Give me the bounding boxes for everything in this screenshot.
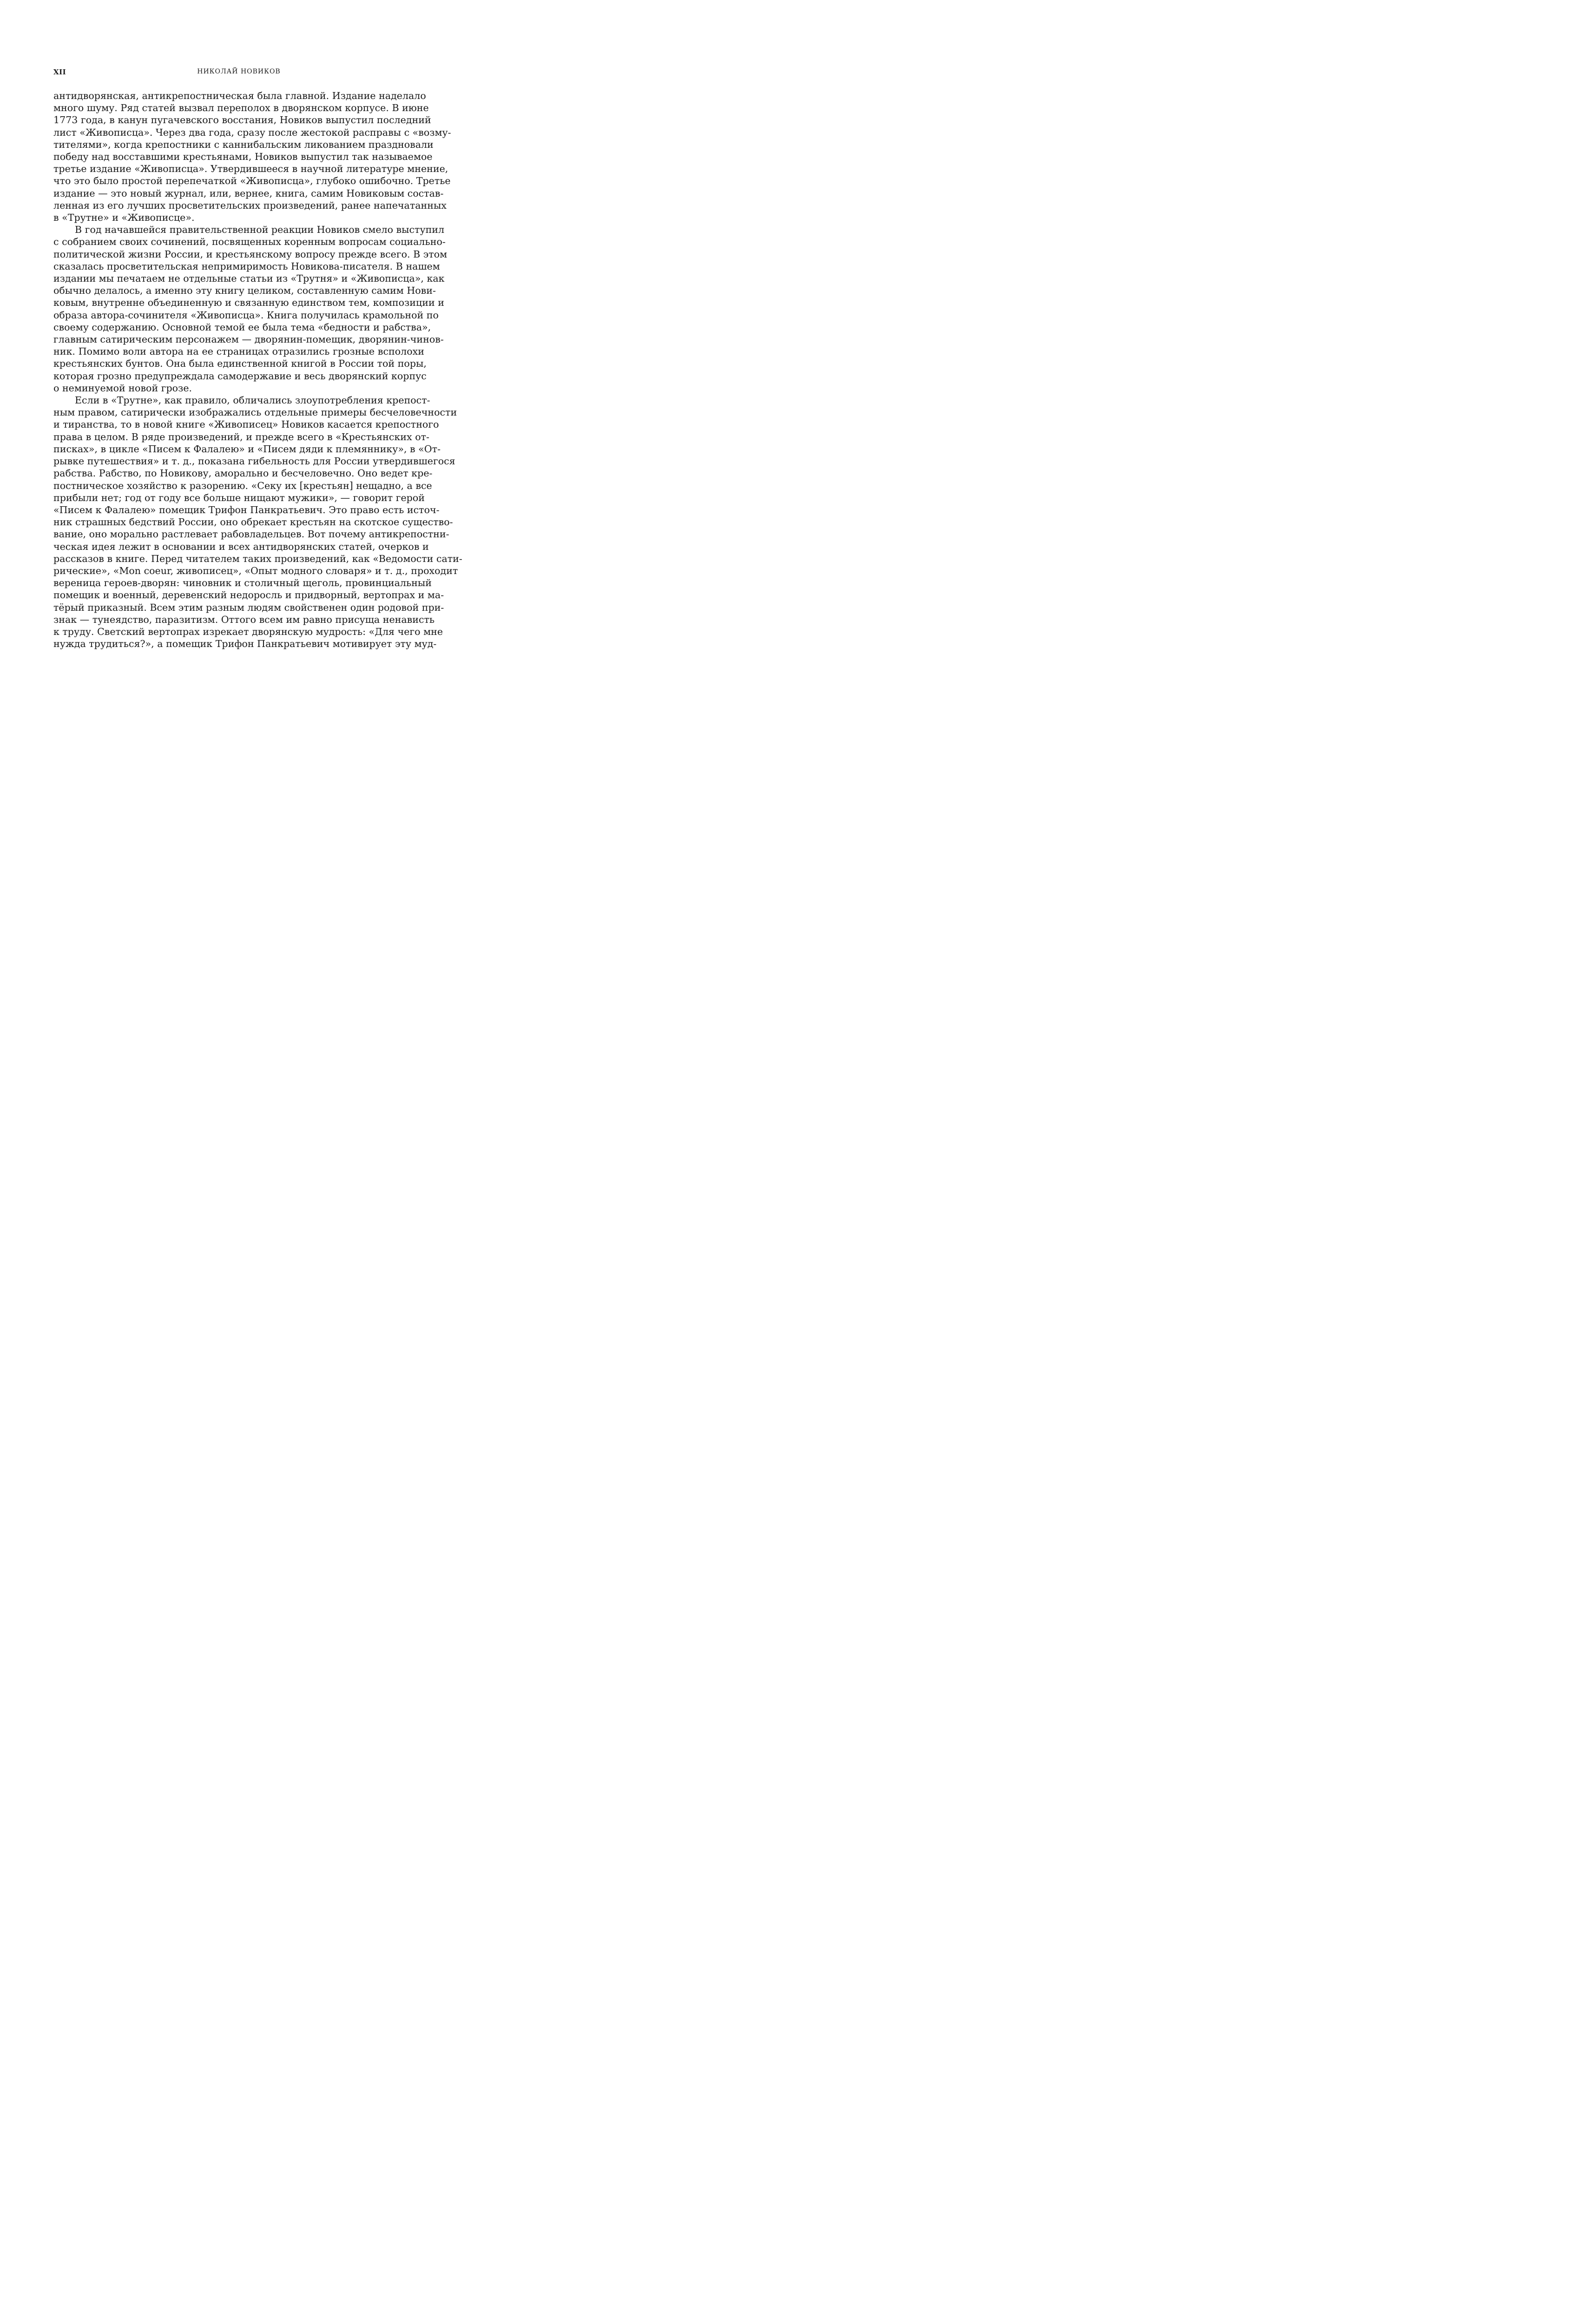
text-line: главным сатирическим персонажем — дворянин-помещик, дворянин-чинов- bbox=[53, 334, 444, 345]
text-line: В год начавшейся правительственной реакции Новиков смело выступил bbox=[75, 224, 445, 236]
text-line: и тиранства, то в новой книге «Живописец» Новиков касается крепостного bbox=[53, 419, 439, 430]
text-line: о неминуемой новой грозе. bbox=[53, 382, 192, 394]
text-line: антидворянская, антикрепостническая была главной. Издание наделало bbox=[53, 90, 426, 101]
text-line: лист «Живописца». Через два года, сразу после жестокой расправы с «возму- bbox=[53, 126, 451, 138]
text-line: третье издание «Живописца». Утвердившееся в научной литературе мнение, bbox=[53, 163, 448, 175]
text-line: своему содержанию. Основной темой ее была тема «бедности и рабства», bbox=[53, 321, 431, 333]
text-line: победу над восставшими крестьянами, Новиков выпустил так называемое bbox=[53, 151, 433, 163]
text-line: вереница героев-дворян: чиновник и столичный щеголь, провинциальный bbox=[53, 577, 432, 589]
running-title: НИКОЛАЙ НОВИКОВ bbox=[197, 68, 281, 75]
text-line: сказалась просветительская непримиримость Новикова-писателя. В нашем bbox=[53, 260, 440, 272]
text-line: политической жизни России, и крестьянскому вопросу прежде всего. В этом bbox=[53, 248, 448, 260]
text-line: которая грозно предупреждала самодержавие и весь дворянский корпус bbox=[53, 370, 427, 382]
body-text bbox=[53, 90, 462, 650]
book-page bbox=[0, 0, 476, 728]
text-line: «Писем к Фалалею» помещик Трифон Панкратьевич. Это право есть источ- bbox=[53, 504, 440, 515]
text-line: издании мы печатаем не отдельные статьи из «Трутня» и «Живописца», как bbox=[53, 273, 445, 284]
text-line: ник страшных бедствий России, оно обрекает крестьян на скотское существо- bbox=[53, 516, 453, 528]
text-line: образа автора-сочинителя «Живописца». Книга получилась крамольной по bbox=[53, 309, 439, 321]
text-line: ленная из его лучших просветительских произведений, ранее напечатанных bbox=[53, 199, 447, 211]
text-line: прибыли нет; год от году все больше нищают мужики», — говорит герой bbox=[53, 492, 425, 503]
text-line: вание, оно морально растлевает рабовладельцев. Вот почему антикрепостни- bbox=[53, 528, 449, 540]
page-number: XII bbox=[53, 68, 66, 76]
text-line: ковым, внутренне объединенную и связанную единством тем, композиции и bbox=[53, 297, 444, 309]
text-line: тёрый приказный. Всем этим разным людям свойственен один родовой при- bbox=[53, 601, 444, 613]
text-line: ческая идея лежит в основании и всех антидворянских статей, очерков и bbox=[53, 541, 429, 552]
paragraph bbox=[53, 224, 448, 394]
text-line: рические», «Mon coeur, живописец», «Опыт модного словаря» и т. д., проходит bbox=[53, 565, 458, 576]
paragraph bbox=[53, 394, 462, 650]
text-line: нужда трудиться?», а помещик Трифон Панкратьевич мотивирует эту муд- bbox=[53, 638, 437, 650]
text-line: крестьянских бунтов. Она была единственной книгой в России той поры, bbox=[53, 358, 427, 370]
text-line: с собранием своих сочинений, посвященных коренным вопросам социально- bbox=[53, 236, 446, 248]
text-line: писках», в цикле «Писем к Фалалею» и «Писем дяди к племяннику», в «От- bbox=[53, 443, 441, 455]
paragraph bbox=[53, 90, 451, 224]
running-head bbox=[53, 68, 424, 78]
text-line: что это было простой перепечаткой «Живописца», глубоко ошибочно. Третье bbox=[53, 175, 451, 187]
text-line: в «Трутне» и «Живописце». bbox=[53, 212, 195, 224]
text-line: постническое хозяйство к разорению. «Секу их [крестьян] нещадно, а все bbox=[53, 480, 432, 491]
text-line: знак — тунеядство, паразитизм. Оттого всем им равно присуща ненависть bbox=[53, 614, 435, 625]
text-line: Если в «Трутне», как правило, обличались злоупотребления крепост- bbox=[75, 395, 430, 406]
text-line: издание — это новый журнал, или, вернее, книга, самим Новиковым состав- bbox=[53, 187, 444, 199]
text-line: рывке путешествия» и т. д., показана гибельность для России утвердившегося bbox=[53, 456, 455, 467]
text-line: ным правом, сатирически изображались отдельные примеры бесчеловечности bbox=[53, 407, 457, 418]
text-line: обычно делалось, а именно эту книгу целиком, составленную самим Нови- bbox=[53, 285, 436, 297]
text-line: права в целом. В ряде произведений, и прежде всего в «Крестьянских от- bbox=[53, 431, 429, 442]
text-line: рассказов в книге. Перед читателем таких произведений, как «Ведомости сати- bbox=[53, 553, 462, 564]
text-line: рабства. Рабство, по Новикову, аморально и бесчеловечно. Оно ведет кре- bbox=[53, 468, 433, 479]
text-line: ник. Помимо воли автора на ее страницах отразились грозные всполохи bbox=[53, 346, 424, 357]
text-line: 1773 года, в канун пугачевского восстания, Новиков выпустил последний bbox=[53, 114, 431, 126]
text-line: много шуму. Ряд статей вызвал переполох в дворянском корпусе. В июне bbox=[53, 102, 429, 114]
text-line: к труду. Светский вертопрах изрекает дворянскую мудрость: «Для чего мне bbox=[53, 626, 443, 637]
text-line: помещик и военный, деревенский недоросль и придворный, вертопрах и ма- bbox=[53, 589, 444, 601]
text-line: тителями», когда крепостники с каннибальским ликованием праздновали bbox=[53, 139, 434, 150]
